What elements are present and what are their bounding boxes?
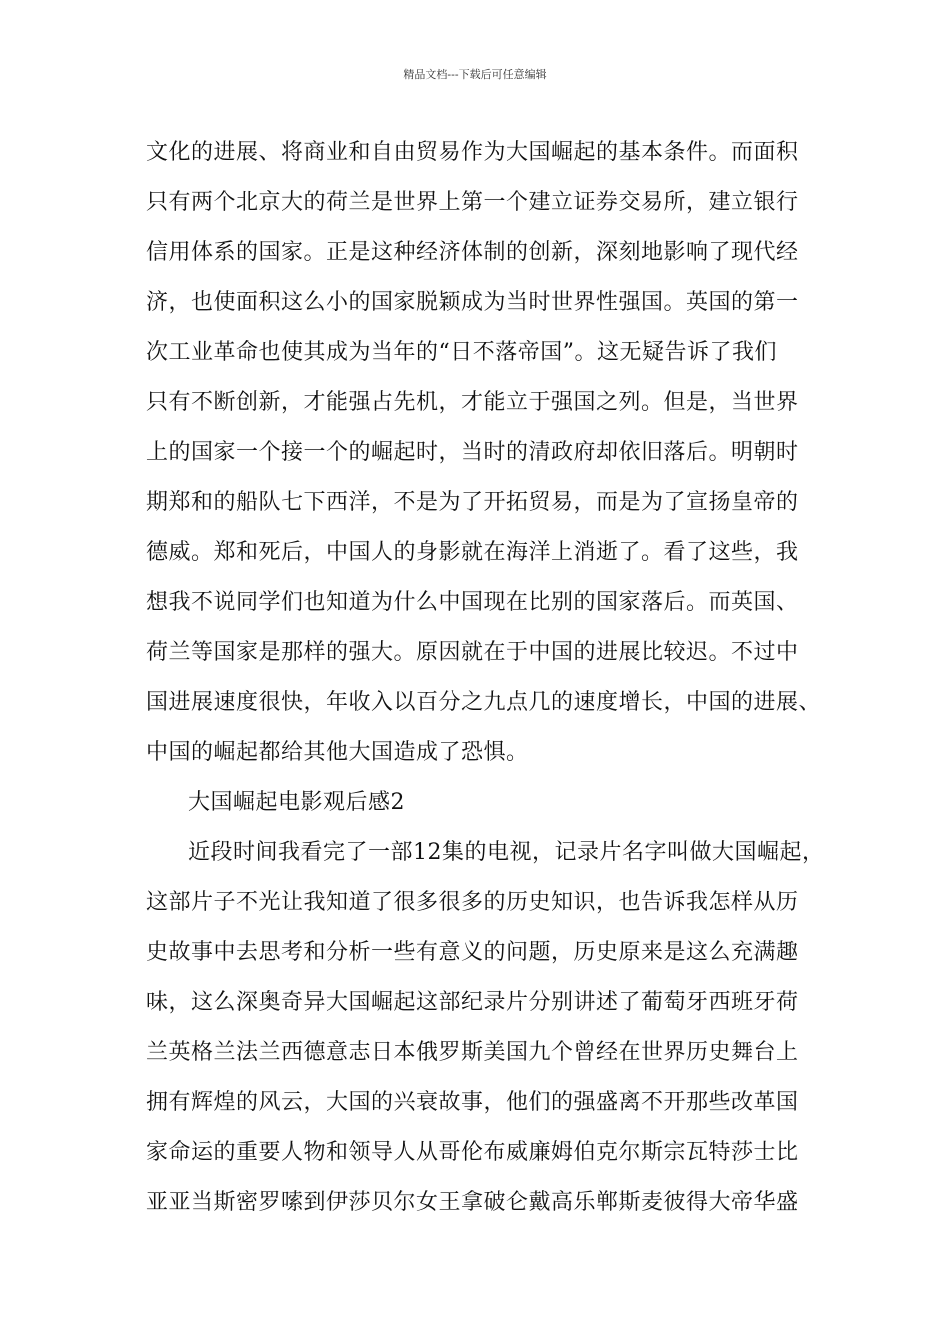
paragraph-line: 文化的进展、将商业和自由贸易作为大国崛起的基本条件。而面积 [146, 140, 799, 165]
section-title: 大国崛起电影观后感2 [188, 790, 405, 815]
paragraph-line: 上的国家一个接一个的崛起时，当时的清政府却依旧落后。明朝时 [146, 440, 799, 465]
paragraph-line: 期郑和的船队七下西洋，不是为了开拓贸易，而是为了宣扬皇帝的 [146, 490, 799, 515]
paragraph-line: 次工业革命也使其成为当年的“日不落帝国”。这无疑告诉了我们 [146, 340, 777, 365]
paragraph-line: 拥有辉煌的风云，大国的兴衰故事，他们的强盛离不开那些改革国 [146, 1090, 799, 1115]
paragraph-line: 近段时间我看完了一部12集的电视，记录片名字叫做大国崛起， [188, 840, 825, 865]
paragraph-line: 想我不说同学们也知道为什么中国现在比别的国家落后。而英国、 [146, 590, 799, 615]
paragraph-line: 家命运的重要人物和领导人从哥伦布威廉姆伯克尔斯宗瓦特莎士比 [146, 1140, 799, 1165]
paragraph-line: 济，也使面积这么小的国家脱颖成为当时世界性强国。英国的第一 [146, 290, 799, 315]
paragraph-line: 德威。郑和死后，中国人的身影就在海洋上消逝了。看了这些，我 [146, 540, 799, 565]
paragraph-line: 荷兰等国家是那样的强大。原因就在于中国的进展比较迟。不过中 [146, 640, 799, 665]
paragraph-line: 亚亚当斯密罗嗦到伊莎贝尔女王拿破仑戴高乐郸斯麦彼得大帝华盛 [146, 1190, 799, 1215]
paragraph-line: 味，这么深奥奇异大国崛起这部纪录片分别讲述了葡萄牙西班牙荷 [146, 990, 799, 1015]
page-header: 精品文档---下载后可任意编辑 [403, 68, 547, 81]
paragraph-line: 这部片子不光让我知道了很多很多的历史知识，也告诉我怎样从历 [146, 890, 799, 915]
paragraph-line: 只有不断创新，才能强占先机，才能立于强国之列。但是，当世界 [146, 390, 799, 415]
paragraph-line: 中国的崛起都给其他大国造成了恐惧。 [146, 740, 529, 765]
paragraph-line: 史故事中去思考和分析一些有意义的问题，历史原来是这么充满趣 [146, 940, 799, 965]
paragraph-line: 国进展速度很快，年收入以百分之九点几的速度增长，中国的进展、 [146, 690, 822, 715]
paragraph-line: 只有两个北京大的荷兰是世界上第一个建立证券交易所，建立银行 [146, 190, 799, 215]
paragraph-line: 信用体系的国家。正是这种经济体制的创新，深刻地影响了现代经 [146, 240, 799, 265]
paragraph-line: 兰英格兰法兰西德意志日本俄罗斯美国九个曾经在世界历史舞台上 [146, 1040, 799, 1065]
